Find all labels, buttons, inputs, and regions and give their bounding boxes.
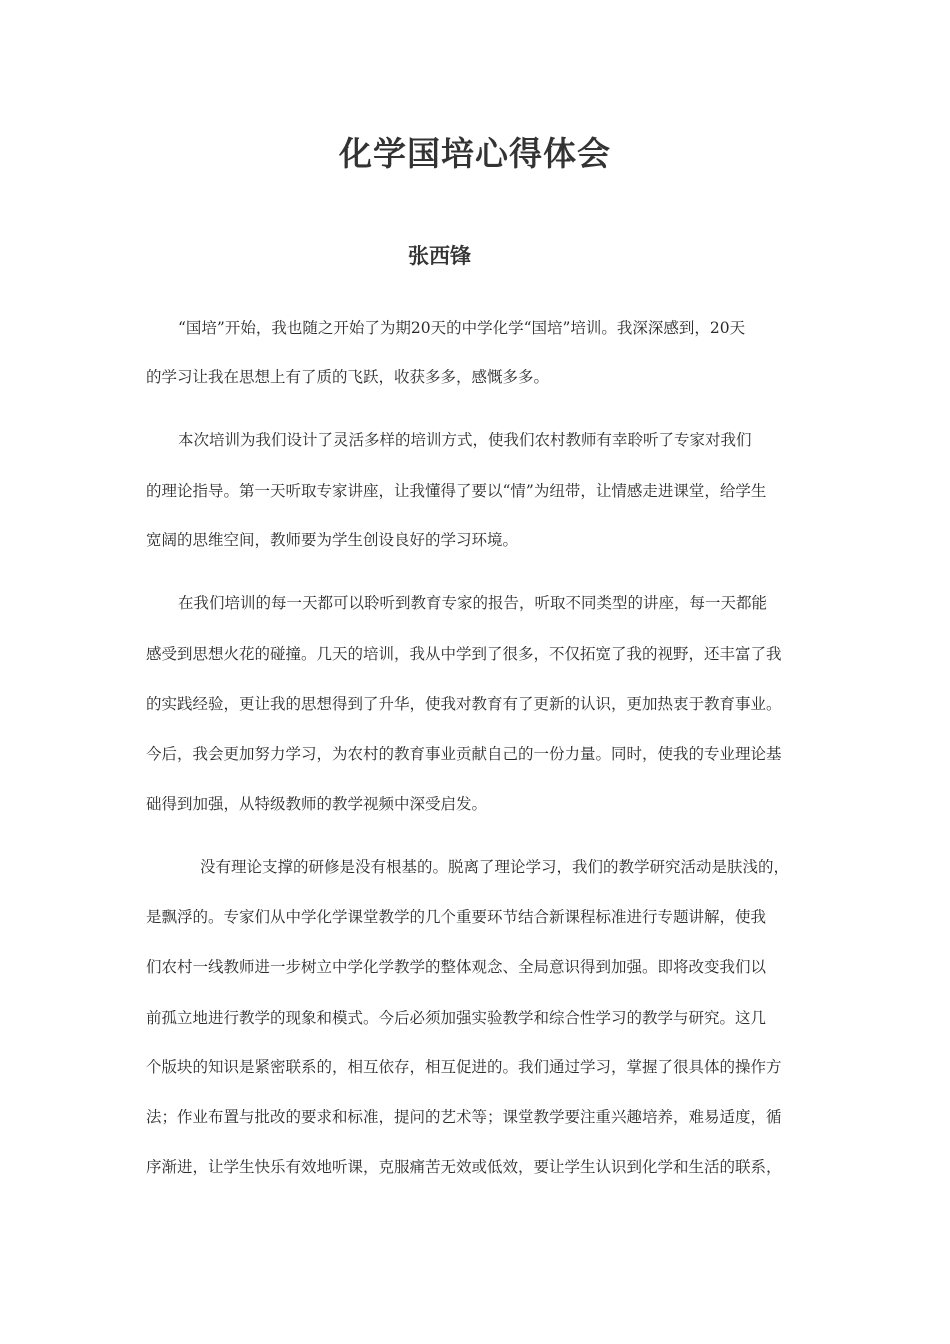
paragraph-line: “国培”开始，我也随之开始了为期20天的中学化学“国培”培训。我深深感到，20天 bbox=[178, 319, 746, 337]
paragraph-line: 前孤立地进行教学的现象和模式。今后必须加强实验教学和综合性学习的教学与研究。这几 bbox=[146, 1009, 767, 1027]
paragraph-line: 序渐进，让学生快乐有效地听课，克服痛苦无效或低效，要让学生认识到化学和生活的联系， bbox=[146, 1158, 782, 1176]
paragraph-line: 法；作业布置与批改的要求和标准，提问的艺术等；课堂教学要注重兴趣培养，难易适度，循 bbox=[146, 1108, 782, 1126]
paragraph-line: 个版块的知识是紧密联系的，相互依存，相互促进的。我们通过学习，掌握了很具体的操作方 bbox=[146, 1058, 782, 1076]
paragraph-line: 们农村一线教师进一步树立中学化学教学的整体观念、全局意识得到加强。即将改变我们以 bbox=[146, 958, 767, 976]
document-author: 张西锋 bbox=[408, 244, 471, 268]
paragraph-line: 的学习让我在思想上有了质的飞跃，收获多多，感慨多多。 bbox=[146, 368, 550, 386]
paragraph-line: 是飘浮的。专家们从中学化学课堂教学的几个重要环节结合新课程标准进行专题讲解，使我 bbox=[146, 908, 767, 926]
paragraph-line: 宽阔的思维空间，教师要为学生创设良好的学习环境。 bbox=[146, 531, 519, 549]
paragraph-line: 今后，我会更加努力学习，为农村的教育事业贡献自己的一份力量。同时，使我的专业理论基 bbox=[146, 745, 782, 763]
paragraph-line: 感受到思想火花的碰撞。几天的培训，我从中学到了很多，不仅拓宽了我的视野，还丰富了我 bbox=[146, 645, 782, 663]
paragraph-line: 本次培训为我们设计了灵活多样的培训方式，使我们农村教师有幸聆听了专家对我们 bbox=[178, 431, 752, 449]
paragraph-line: 在我们培训的每一天都可以聆听到教育专家的报告，听取不同类型的讲座，每一天都能 bbox=[178, 594, 768, 612]
paragraph-line: 础得到加强，从特级教师的教学视频中深受启发。 bbox=[146, 795, 488, 813]
document-title: 化学国培心得体会 bbox=[339, 134, 611, 173]
paragraph-line: 没有理论支撑的研修是没有根基的。脱离了理论学习，我们的教学研究活动是肤浅的， bbox=[200, 858, 790, 876]
paragraph-line: 的理论指导。第一天听取专家讲座，让我懂得了要以“情”为纽带，让情感走进课堂，给学生 bbox=[146, 482, 767, 500]
paragraph-line: 的实践经验，更让我的思想得到了升华，使我对教育有了更新的认识，更加热衷于教育事业。 bbox=[146, 695, 782, 713]
